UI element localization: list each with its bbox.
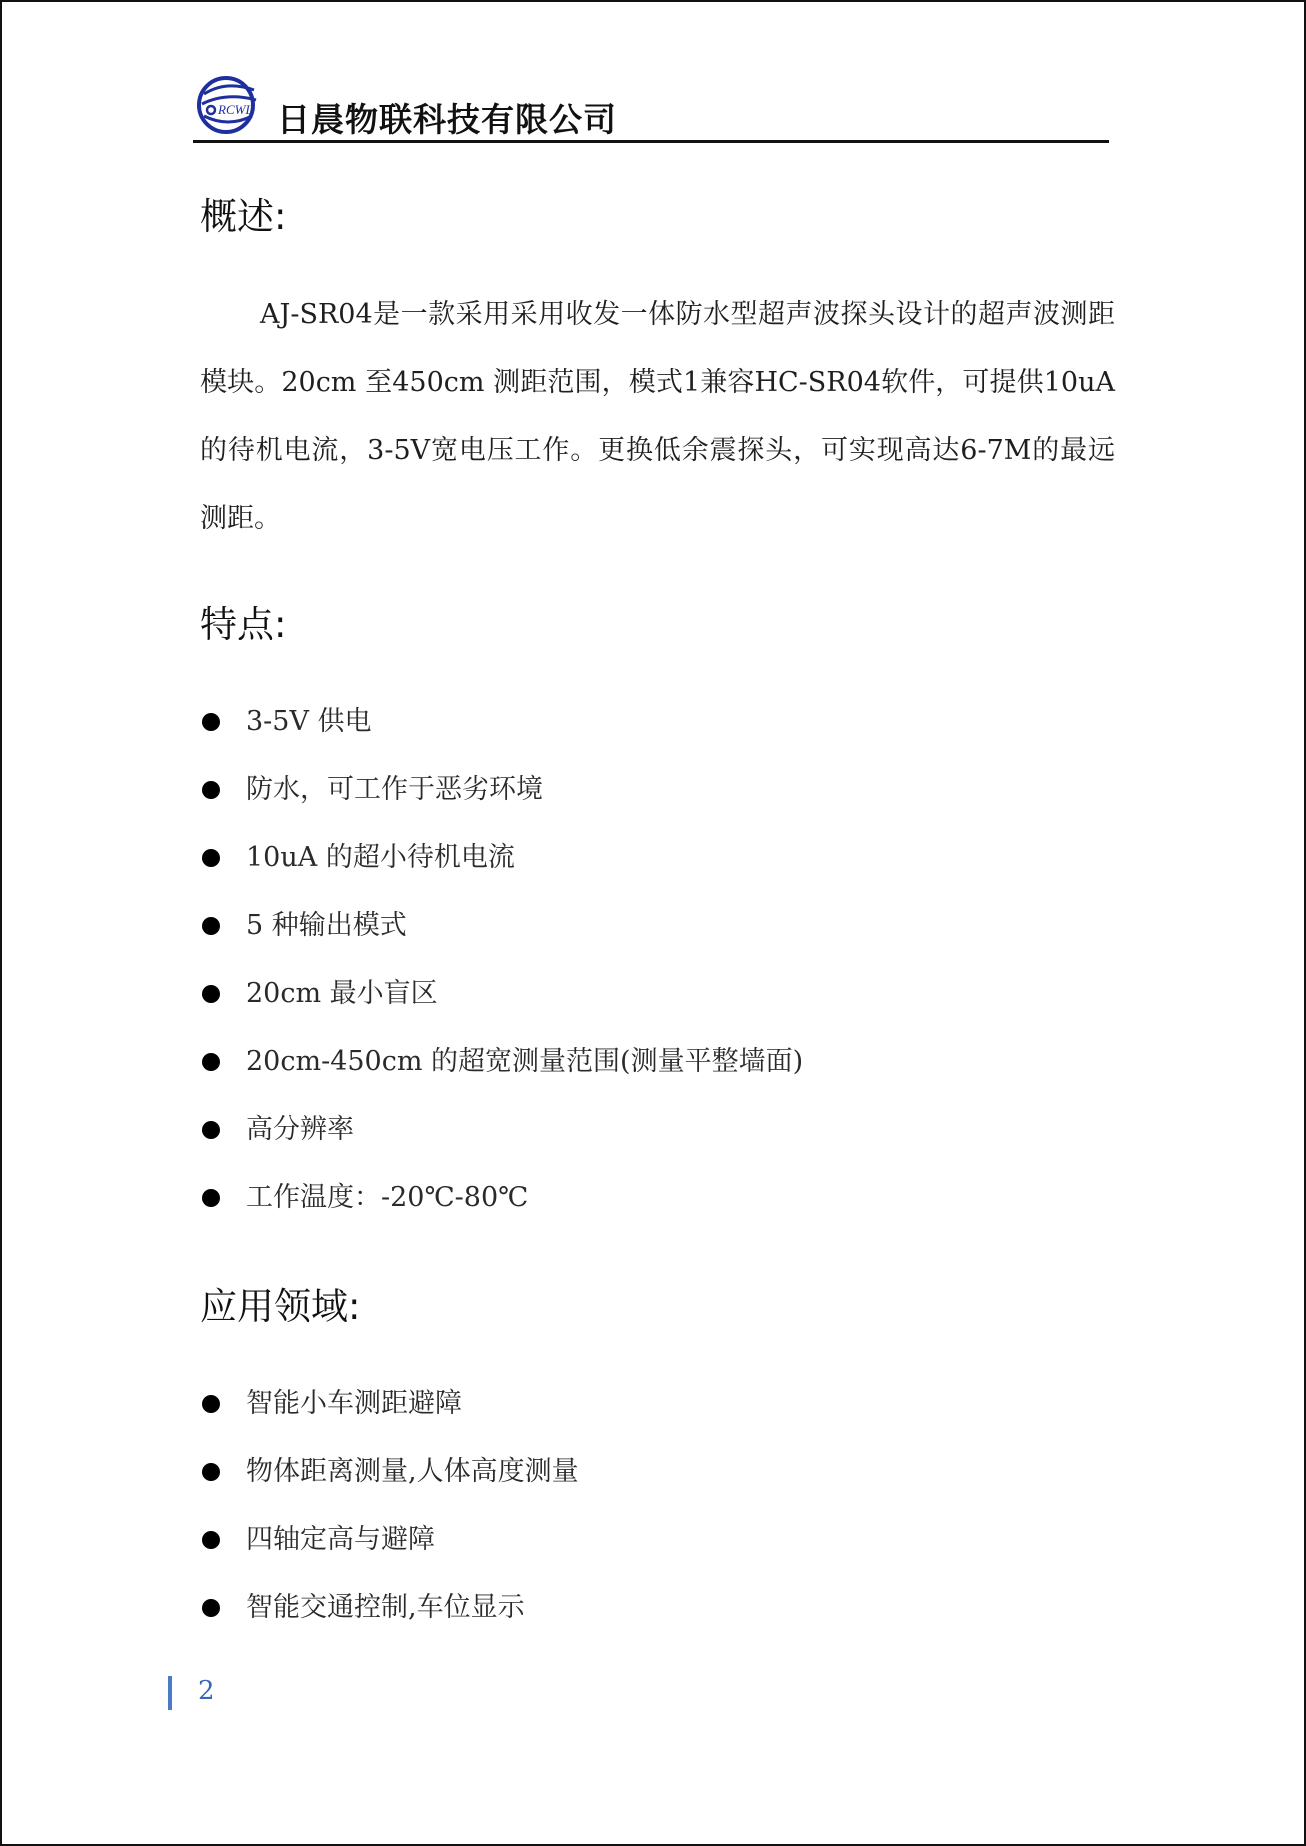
feature-text: 工作温度：-20℃-80℃ bbox=[246, 1182, 529, 1213]
feature-text: 高分辨率 bbox=[246, 1114, 354, 1145]
overview-paragraph: AJ-SR04是一款采用采用收发一体防水型超声波探头设计的超声波测距模块。20cm 至450cm 测距范围，模式1兼容HC-SR04软件，可提供10uA的待机电流，3-5V宽电压工作。更换低余震探头，可实现高达6-7M的最远测距。 bbox=[200, 299, 1115, 534]
bullet-icon bbox=[202, 849, 220, 867]
feature-text: 20cm 最小盲区 bbox=[246, 978, 438, 1009]
bullet-icon bbox=[202, 1053, 220, 1071]
applications-heading: 应用领域: bbox=[200, 1285, 361, 1328]
feature-text: 20cm-450cm 的超宽测量范围(测量平整墙面) bbox=[246, 1046, 804, 1077]
document-header bbox=[193, 72, 1109, 144]
bullet-icon bbox=[202, 1599, 220, 1617]
page-number: 2 bbox=[198, 1676, 215, 1706]
application-text: 物体距离测量,人体高度测量 bbox=[246, 1456, 579, 1487]
bullet-icon bbox=[202, 1395, 220, 1413]
overview-heading: 概述: bbox=[200, 195, 287, 238]
features-heading: 特点: bbox=[200, 603, 287, 646]
feature-text: 防水，可工作于恶劣环境 bbox=[246, 774, 543, 805]
feature-text: 10uA 的超小待机电流 bbox=[246, 842, 515, 873]
rcwl-logo-icon bbox=[196, 72, 260, 136]
bullet-icon bbox=[202, 1531, 220, 1549]
header-rule bbox=[193, 140, 1109, 143]
page-number-bar bbox=[168, 1676, 172, 1710]
company-name: 日晨物联科技有限公司 bbox=[277, 100, 617, 139]
bullet-icon bbox=[202, 917, 220, 935]
feature-text: 3-5V 供电 bbox=[246, 706, 372, 737]
bullet-icon bbox=[202, 1121, 220, 1139]
bullet-icon bbox=[202, 1189, 220, 1207]
feature-text: 5 种输出模式 bbox=[246, 910, 407, 941]
application-text: 智能小车测距避障 bbox=[246, 1388, 462, 1419]
bullet-icon bbox=[202, 713, 220, 731]
bullet-icon bbox=[202, 985, 220, 1003]
logo-text: RCWL bbox=[218, 102, 253, 117]
application-text: 智能交通控制,车位显示 bbox=[246, 1592, 525, 1623]
application-text: 四轴定高与避障 bbox=[246, 1524, 435, 1555]
bullet-icon bbox=[202, 1463, 220, 1481]
bullet-icon bbox=[202, 781, 220, 799]
